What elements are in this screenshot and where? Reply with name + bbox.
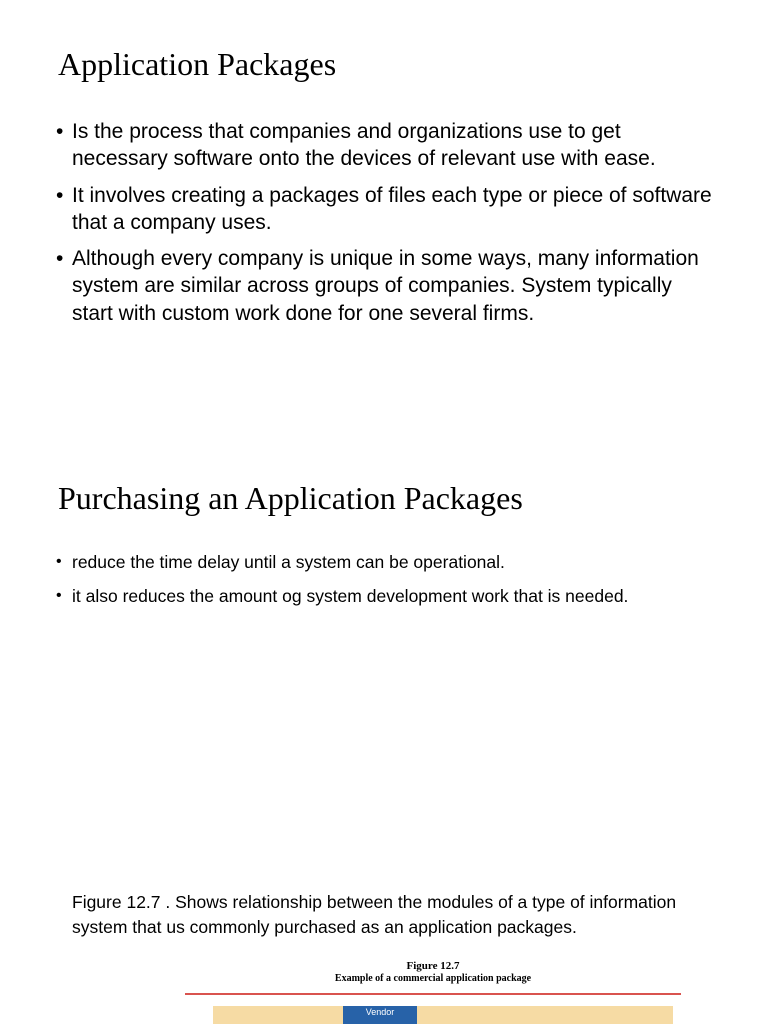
bullet-icon: • — [56, 586, 62, 604]
bullet-text: Although every company is unique in some ways, many information system are similar across groups of companies. System typically start with custom work done for one several firms. — [72, 247, 699, 325]
bullet-icon: • — [56, 247, 64, 271]
bullet-item — [56, 118, 716, 173]
figure-title: Figure 12.7 — [406, 960, 460, 972]
figure-caption: Figure 12.7 . Shows relationship between the modules of a type of information system that us commonly purchased as an application packages. — [72, 892, 677, 937]
bullet-item — [56, 584, 696, 609]
bullet-list — [56, 118, 716, 336]
slide-title: Purchasing an Application Packages — [58, 480, 523, 516]
figure-diagram-panel — [213, 1006, 673, 1024]
bullet-icon: • — [56, 553, 62, 570]
slide-purchasing-application-packages — [0, 440, 768, 1024]
bullet-text: it also reduces the amount og system development work that is needed. — [72, 585, 629, 606]
slide-title: Application Packages — [58, 46, 337, 82]
bullet-text: Is the process that companies and organizations use to get necessary software onto the devices of relevant use with ease. — [72, 120, 656, 171]
bullet-text: reduce the time delay until a system can be operational. — [72, 552, 505, 572]
figure-divider — [185, 993, 681, 995]
bullet-item — [56, 182, 716, 237]
figure-subtitle: Example of a commercial application package — [334, 973, 532, 984]
bullet-item — [56, 245, 716, 327]
bullet-item — [56, 550, 696, 575]
figure-image — [185, 958, 681, 1024]
bullet-icon: • — [56, 120, 64, 143]
bullet-icon: • — [56, 183, 64, 207]
bullet-list — [56, 550, 696, 617]
slide-application-packages — [0, 0, 768, 420]
bullet-text: It involves creating a packages of files each type or piece of software that a company uses. — [72, 183, 712, 234]
figure-module-box: Vendor — [343, 1006, 417, 1024]
